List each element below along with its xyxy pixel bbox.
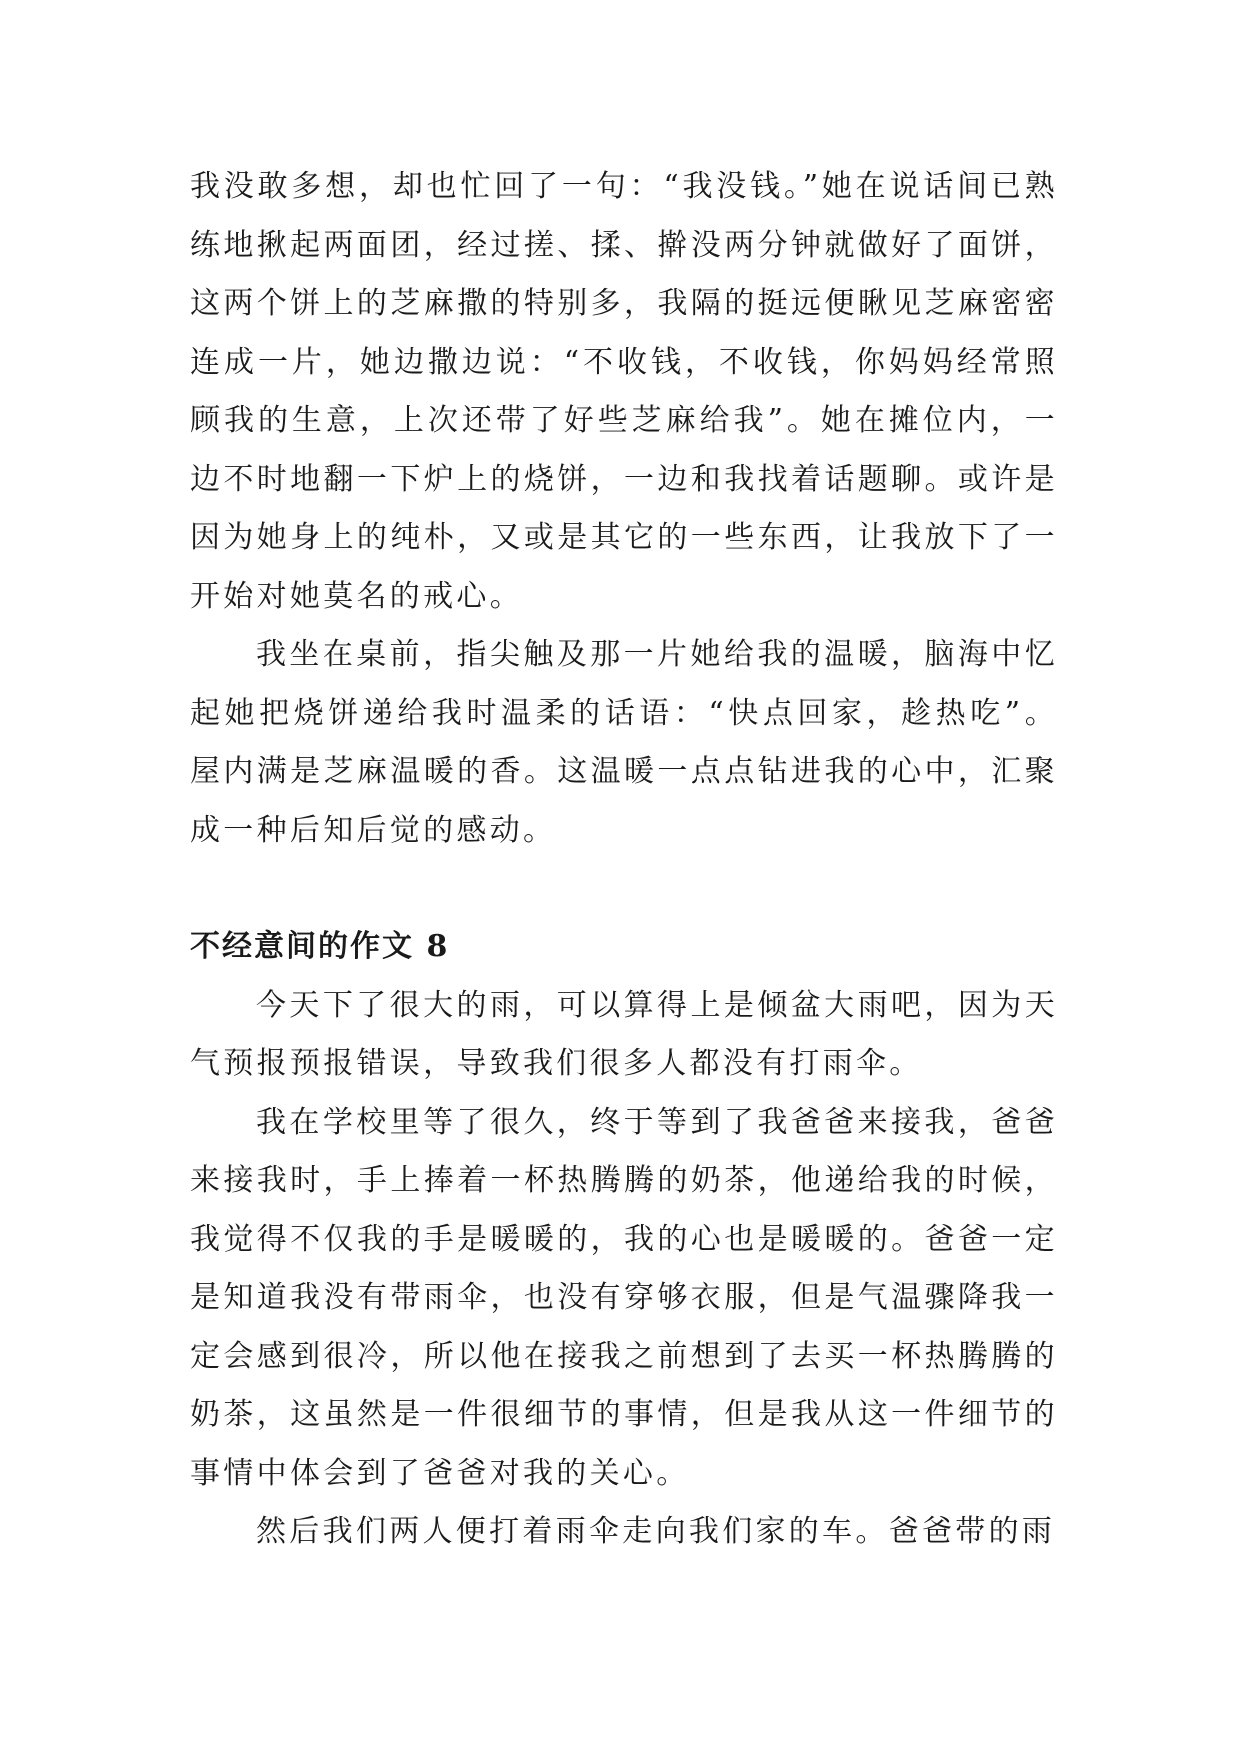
document-body <box>190 158 1058 1562</box>
paragraph: 今天下了很大的雨，可以算得上是倾盆大雨吧，因为天气预报预报错误，导致我们很多人都没有打雨伞。 <box>190 987 1058 1081</box>
paragraph: 我在学校里等了很久，终于等到了我爸爸来接我，爸爸来接我时，手上捧着一杯热腾腾的奶茶，他递给我的时候，我觉得不仅我的手是暖暖的，我的心也是暖暖的。爸爸一定是知道我没有带雨伞，也没有穿够衣服，但是气温骤降我一定会感到很冷，所以他在接我之前想到了去买一杯热腾腾的奶茶，这虽然是一件很细节的事情，但是我从这一件细节的事情中体会到了爸爸对我的关心。 <box>190 1104 1058 1491</box>
paragraph: 我没敢多想，却也忙回了一句：“我没钱。”她在说话间已熟练地揪起两面团，经过搓、揉、擀没两分钟就做好了面饼，这两个饼上的芝麻撒的特别多，我隔的挺远便瞅见芝麻密密连成一片，她边撒边说：“不收钱，不收钱，你妈妈经常照顾我的生意，上次还带了好些芝麻给我”。她在摊位内，一边不时地翻一下炉上的烧饼，一边和我找着话题聊。或许是因为她身上的纯朴，又或是其它的一些东西，让我放下了一开始对她莫名的戒心。 <box>190 169 1058 614</box>
paragraph: 我坐在桌前，指尖触及那一片她给我的温暖，脑海中忆起她把烧饼递给我时温柔的话语：“快点回家，趁热吃”。屋内满是芝麻温暖的香。这温暖一点点钻进我的心中，汇聚成一种后知后觉的感动。 <box>190 637 1058 848</box>
section-spacer <box>190 860 1058 918</box>
section-title: 不经意间的作文 8 <box>190 929 450 964</box>
paragraph: 然后我们两人便打着雨伞走向我们家的车。爸爸带的雨 <box>256 1514 1056 1549</box>
